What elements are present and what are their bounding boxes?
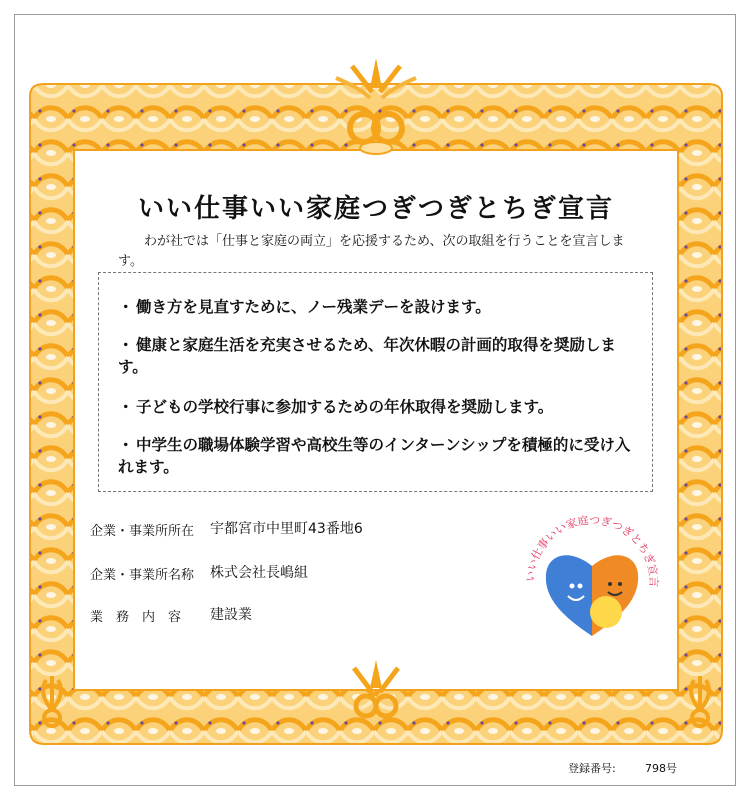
registration-number-value: 798号 <box>645 762 677 775</box>
document-title: いい仕事いい家庭つぎつぎとちぎ宣言 <box>137 194 614 224</box>
bullet: ・ <box>118 297 134 316</box>
company-name-label: 企業・事業所名称 <box>90 568 195 583</box>
commitment-text: 働き方を見直すために、ノー残業デーを設けます。 <box>136 297 491 316</box>
tochigi-declaration-seal <box>522 512 662 652</box>
intro-text: わが社では「仕事と家庭の両立」を応援するため、次の取組を行うことを宣言します。 <box>118 234 625 269</box>
commitment-item <box>118 334 638 378</box>
commitment-text: 健康と家庭生活を充実させるため、年次休暇の計画的取得を奨励します。 <box>118 335 616 376</box>
commitment-text: 中学生の職場体験学習や高校生等のインターンシップを積極的に受け入れます。 <box>118 435 631 476</box>
commitment-item <box>118 434 638 478</box>
commitment-text: 子どもの学校行事に参加するための年休取得を奨励します。 <box>136 397 554 416</box>
company-name-value: 株式会社長嶋組 <box>210 565 308 581</box>
bullet: ・ <box>118 435 134 454</box>
bullet: ・ <box>118 397 134 416</box>
business-label: 業 務 内 容 <box>90 610 182 625</box>
address-value: 宇都宮市中里町43番地6 <box>210 521 363 537</box>
business-value: 建設業 <box>210 607 252 623</box>
commitment-item <box>118 296 638 318</box>
bullet: ・ <box>118 335 134 354</box>
commitment-item <box>118 396 638 418</box>
seal-ring-text: いい仕事いい家庭つぎつぎとちぎ宣言 <box>523 513 661 588</box>
registration-number-label: 登録番号: <box>568 762 616 775</box>
address-label: 企業・事業所所在 <box>90 524 195 539</box>
